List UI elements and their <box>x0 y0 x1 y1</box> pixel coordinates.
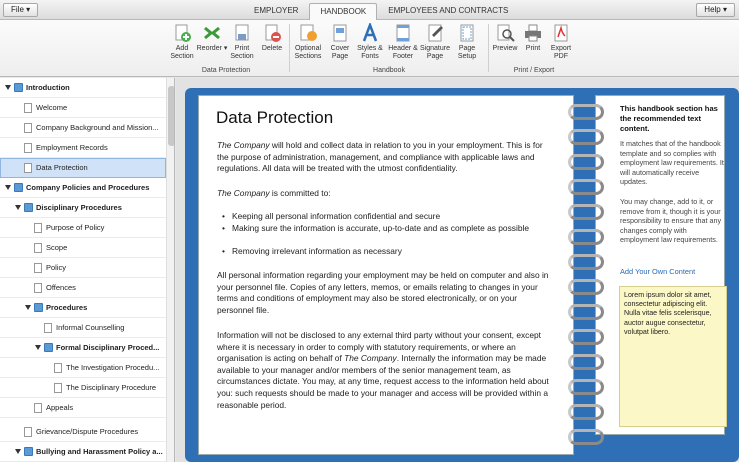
folder-icon <box>14 83 23 92</box>
document-icon <box>24 143 32 153</box>
file-menu-button[interactable]: File ▾ <box>3 3 38 17</box>
scrollbar-thumb[interactable] <box>168 86 175 146</box>
ribbon-group-print-export <box>489 20 579 77</box>
tree-item[interactable] <box>0 442 166 462</box>
main-tabs <box>244 3 519 20</box>
binder-ring <box>568 129 604 145</box>
tree-item[interactable] <box>0 258 166 278</box>
print-label: Print <box>525 45 541 52</box>
tree-item[interactable] <box>0 358 166 378</box>
page-setup-icon <box>457 23 477 43</box>
notice-paragraph: It matches that of the handbook template and so complies with employment law requirements. It will automatically receive updates. <box>620 139 724 187</box>
custom-content-note[interactable]: Lorem ipsum dolor sit amet, consectetur adipiscing elit. Nulla vitae felis scelerisque, auctor augue consectetur, volutpat libero. <box>619 286 727 427</box>
tree-item-label: Disciplinary Procedures <box>36 203 122 212</box>
tree-item-label: Introduction <box>26 83 70 92</box>
company-name: The Company <box>217 188 270 198</box>
tree-item-label: The Disciplinary Procedure <box>66 383 157 392</box>
header-footer-icon <box>393 23 413 43</box>
collapse-toggle-icon[interactable] <box>35 345 41 350</box>
ribbon-toolbar <box>0 20 739 77</box>
paragraph-text: will hold and collect data in relation to you in your employment. This is for the purpose of administration, management, and compliance with applicable laws and regulations. All data will be treated with the utmost confidentiality. <box>217 140 543 174</box>
delete-label: Delete <box>261 45 283 52</box>
binder-ring <box>568 204 604 220</box>
ribbon-separator <box>289 24 290 72</box>
binder-ring <box>568 379 604 395</box>
tree-item[interactable] <box>0 278 166 298</box>
print-section-icon <box>232 23 252 43</box>
styles-fonts-button[interactable] <box>354 23 386 61</box>
tree-item-label: Purpose of Policy <box>46 223 105 232</box>
add-section-button[interactable] <box>166 23 198 61</box>
optional-sections-button[interactable] <box>292 23 324 61</box>
folder-icon <box>34 303 43 312</box>
page-setup-button[interactable] <box>451 23 483 61</box>
binder-ring <box>568 154 604 170</box>
collapse-toggle-icon[interactable] <box>15 449 21 454</box>
tree-item-label: Policy <box>46 263 67 272</box>
tree-item[interactable] <box>0 318 166 338</box>
document-icon <box>24 163 32 173</box>
paragraph-text: is committed to: <box>269 188 331 198</box>
print-section-label: Print Section <box>230 45 254 60</box>
tree-item[interactable] <box>0 422 166 442</box>
signature-page-button[interactable] <box>419 23 451 61</box>
optional-sections-label: Optional Sections <box>294 45 322 60</box>
binder-ring <box>568 279 604 295</box>
tree-item-selected[interactable] <box>0 158 166 178</box>
tree-item-label: Offences <box>46 283 76 292</box>
tree-item[interactable] <box>0 298 166 318</box>
top-bar <box>0 0 739 20</box>
document-icon <box>34 283 42 293</box>
export-pdf-button[interactable] <box>545 23 577 61</box>
tree-item[interactable] <box>0 398 166 418</box>
signature-page-icon <box>425 23 445 43</box>
folder-icon <box>44 343 53 352</box>
export-pdf-label: Export PDF <box>550 45 572 60</box>
binder-ring <box>568 179 604 195</box>
tree-item[interactable] <box>0 218 166 238</box>
tree-item[interactable] <box>0 378 166 398</box>
binder-ring <box>568 104 604 120</box>
paragraph <box>217 330 551 411</box>
reorder-button[interactable] <box>196 23 228 53</box>
print-icon <box>523 23 543 43</box>
tree-item-label: Scope <box>46 243 68 252</box>
print-section-button[interactable] <box>226 23 258 61</box>
paragraph-text: . Internally the information may be made available to your manager and/or members of the senior management team, as circumstances dictate. You may, at any time, request access to the information held about you: such requests should be made to your manager and access will be provided within a reasonable period. <box>217 353 549 410</box>
binder-ring <box>568 404 604 420</box>
reorder-icon <box>202 23 222 43</box>
add-icon <box>172 23 192 43</box>
document-icon <box>34 263 42 273</box>
cover-page-button[interactable] <box>324 23 356 61</box>
binder-ring <box>568 304 604 320</box>
delete-button[interactable] <box>256 23 288 53</box>
add-own-content-link[interactable]: Add Your Own Content <box>620 267 696 276</box>
collapse-toggle-icon[interactable] <box>5 185 11 190</box>
tree-item[interactable] <box>0 98 166 118</box>
tree-item-label: Appeals <box>46 403 74 412</box>
tree-item-label: Employment Records <box>36 143 108 152</box>
document-icon <box>24 427 32 437</box>
sidebar-scrollbar[interactable] <box>166 78 175 462</box>
tree-item-label: Welcome <box>36 103 68 112</box>
tree-item-label: The Investigation Procedu... <box>66 363 160 372</box>
bullet-item: • Making sure the information is accurate, up-to-date and as complete as possible <box>232 223 550 235</box>
cover-page-icon <box>330 23 350 43</box>
tree-item[interactable] <box>0 178 166 198</box>
binder-ring <box>568 354 604 370</box>
tab-employees-and-contracts[interactable]: EMPLOYEES AND CONTRACTS <box>388 6 509 15</box>
tree-item-label: Procedures <box>46 303 88 312</box>
folder-icon <box>24 203 33 212</box>
tree-item-label: Grievance/Dispute Procedures <box>36 427 139 436</box>
page-title: Data Protection <box>216 108 334 127</box>
preview-icon <box>495 23 515 43</box>
tree-item-label: Data Protection <box>36 163 88 172</box>
document-icon <box>34 403 42 413</box>
tab-employer[interactable]: EMPLOYER <box>254 6 299 15</box>
optional-sections-icon <box>298 23 318 43</box>
paragraph: All personal information regarding your employment may be held on computer and also in your personnel file. Copies of any letters, memos, or emails relating to changes in your terms and conditions of employment may also be stored electronically, or on your personnel file. <box>217 270 549 315</box>
binder-ring <box>568 229 604 245</box>
tree-item[interactable] <box>0 138 166 158</box>
binder-ring <box>568 429 604 445</box>
tree-item-label: Company Policies and Procedures <box>26 183 150 192</box>
folder-icon <box>24 447 33 456</box>
reorder-label: Reorder ▾ <box>196 45 228 52</box>
collapse-toggle-icon[interactable] <box>25 305 31 310</box>
binder-ring <box>568 329 604 345</box>
tree-item[interactable] <box>0 338 166 358</box>
document-icon <box>24 123 32 133</box>
document-icon <box>34 223 42 233</box>
header-footer-label: Header & Footer <box>388 45 418 60</box>
styles-fonts-icon <box>360 23 380 43</box>
document-icon <box>54 383 62 393</box>
section-tree <box>0 78 175 462</box>
paragraph <box>217 140 551 175</box>
ribbon-group-label: Data Protection <box>201 67 251 74</box>
ribbon-group-label: Handbook <box>373 67 405 74</box>
export-pdf-icon <box>551 23 571 43</box>
ribbon-group-data-protection <box>164 20 288 77</box>
delete-icon <box>262 23 282 43</box>
styles-fonts-label: Styles & Fonts <box>357 45 383 60</box>
collapse-toggle-icon[interactable] <box>15 205 21 210</box>
page-setup-label: Page Setup <box>457 45 477 60</box>
ribbon-group-handbook <box>291 20 487 77</box>
binder-ring <box>568 254 604 270</box>
tree-item[interactable] <box>0 238 166 258</box>
header-footer-button[interactable] <box>387 23 419 61</box>
document-icon <box>44 323 52 333</box>
paragraph <box>217 188 551 200</box>
tree-item-label: Informal Counselling <box>56 323 125 332</box>
company-name: The Company <box>217 140 270 150</box>
recommended-notice-title: This handbook section has the recommended text content. <box>620 104 718 133</box>
binder-rings <box>568 98 604 448</box>
help-menu-button[interactable]: Help ▾ <box>696 3 735 17</box>
bullet-item: • Removing irrelevant information as necessary <box>232 246 550 258</box>
document-icon <box>34 243 42 253</box>
tab-handbook[interactable]: HANDBOOK <box>309 3 377 20</box>
tree-item[interactable] <box>0 118 166 138</box>
cover-page-label: Cover Page <box>330 45 350 60</box>
signature-page-label: Signature Page <box>420 45 450 60</box>
document-icon <box>24 103 32 113</box>
tree-item[interactable] <box>0 198 166 218</box>
collapse-toggle-icon[interactable] <box>5 85 11 90</box>
paragraph-text: Information will not be disclosed to any external third party without your consent, except where it is necessary in order to comply with statutory requirements, or where an organisation is acting on behalf of <box>217 330 542 364</box>
tree-item-label: Formal Disciplinary Proced... <box>56 343 160 352</box>
company-name: The Company <box>344 353 397 364</box>
preview-label: Preview <box>492 45 518 52</box>
folder-icon <box>14 183 23 192</box>
notice-paragraph: You may change, add to it, or remove from it, though it is your responsibility to ensure that any changes comply with employment law requirements. <box>620 197 722 245</box>
tree-item-label: Bullying and Harassment Policy a... <box>36 447 163 456</box>
bullet-item: • Keeping all personal information confidential and secure <box>232 211 550 223</box>
document-icon <box>54 363 62 373</box>
tree-item-label: Company Background and Mission... <box>36 123 159 132</box>
ribbon-group-label: Print / Export <box>513 67 555 74</box>
add-section-label: Add Section <box>170 45 194 60</box>
tree-item[interactable] <box>0 78 166 98</box>
